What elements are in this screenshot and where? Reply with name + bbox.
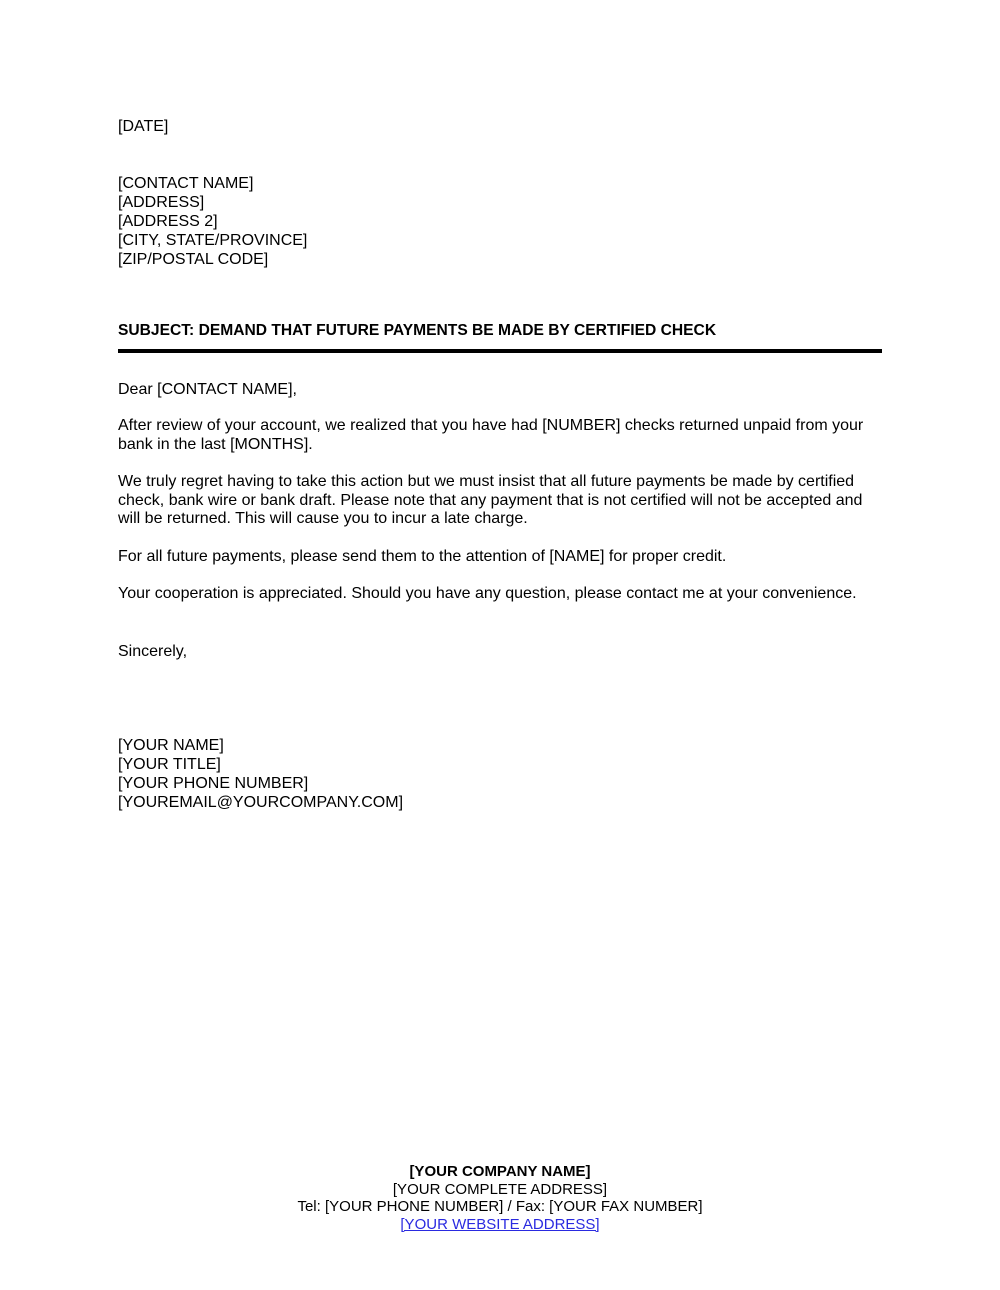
subject-divider	[118, 349, 882, 353]
closing: Sincerely,	[118, 643, 188, 660]
body-paragraph-4: Your cooperation is appreciated. Should you have any question, please contact me at your convenience.	[118, 585, 857, 602]
recipient-zip: [ZIP/POSTAL CODE]	[118, 251, 269, 268]
footer-address: [YOUR COMPLETE ADDRESS]	[392, 1180, 608, 1198]
recipient-city-state: [CITY, STATE/PROVINCE]	[118, 232, 308, 249]
signature-title: [YOUR TITLE]	[118, 756, 221, 773]
recipient-address: [ADDRESS]	[118, 194, 205, 211]
signature-block	[118, 736, 403, 812]
company-footer	[0, 1163, 1000, 1233]
body-paragraph-2: We truly regret having to take this action but we must insist that all future payments be made by certified check, bank wire or bank draft. Please note that any payment that is not certified will not be accepted and will be returned. This will cause you to incur a late charge.	[118, 473, 863, 528]
footer-company-name: [YOUR COMPANY NAME]	[409, 1163, 591, 1180]
recipient-block	[118, 174, 307, 269]
salutation: Dear [CONTACT NAME],	[118, 381, 297, 398]
signature-phone: [YOUR PHONE NUMBER]	[118, 775, 309, 792]
recipient-address-2: [ADDRESS 2]	[118, 213, 218, 230]
recipient-contact-name: [CONTACT NAME]	[118, 175, 254, 192]
subject-line: SUBJECT: DEMAND THAT FUTURE PAYMENTS BE MADE BY CERTIFIED CHECK	[118, 322, 717, 339]
letter-date: [DATE]	[118, 118, 169, 135]
body-paragraph-3: For all future payments, please send them to the attention of [NAME] for proper credit.	[118, 548, 727, 565]
footer-contact: Tel: [YOUR PHONE NUMBER] / Fax: [YOUR FAX NUMBER]	[297, 1198, 703, 1215]
signature-name: [YOUR NAME]	[118, 737, 224, 754]
body-paragraph-1: After review of your account, we realized that you have had [NUMBER] checks returned unpaid from your bank in the last [MONTHS].	[118, 417, 864, 453]
signature-email: [YOUREMAIL@YOURCOMPANY.COM]	[118, 794, 404, 811]
footer-website-link[interactable]: [YOUR WEBSITE ADDRESS]	[400, 1215, 600, 1233]
